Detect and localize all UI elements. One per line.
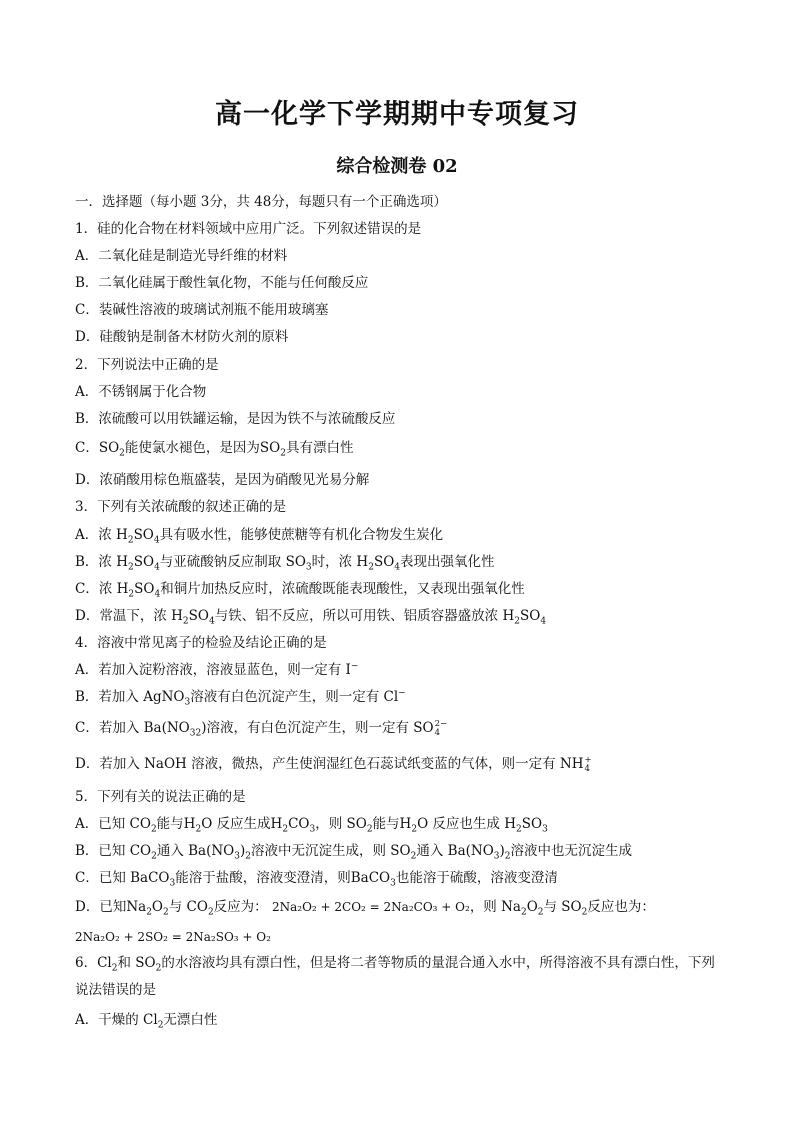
equation-co2: 2Na₂O₂ + 2CO₂ = 2Na₂CO₃ + O₂	[271, 900, 470, 914]
question-3-option-c: C．浓 $H_2SO_4$和铜片加热反应时，浓硫酸既能表现酸性，又表现出强氧化性	[75, 581, 525, 600]
question-3-option-d: D．常温下，浓 $H_2SO_4$与铁、铝不反应，所以可用铁、铝质容器盛放浓 $H_2SO_4$	[75, 608, 547, 627]
question-1-stem: 1．硅的化合物在材料领域中应用广泛。下列叙述错误的是	[75, 221, 422, 237]
question-3-option-b: B．浓 $H_2SO_4$与亚硫酸钠反应制取 $SO_3$时，浓 $H_2SO_4$表现出强氧化性	[75, 554, 495, 573]
document-subtitle: 综合检测卷 02	[336, 156, 458, 177]
question-1-option-b: B．二氧化硅属于酸性氧化物，不能与任何酸反应	[75, 275, 369, 291]
question-1-option-d: D．硅酸钠是制备木材防火剂的原料	[75, 329, 289, 345]
question-5-stem: 5．下列有关的说法正确的是	[75, 789, 246, 805]
question-5-option-d: D．已知$Na_2O_2$与 $CO_2$反应为： 2Na₂O₂ + 2CO₂ = 2Na₂CO₃ + O₂，则 $Na_2O_2$与 $SO_2$反应也为：	[75, 899, 655, 918]
question-2-option-a: A．不锈钢属于化合物	[75, 384, 207, 400]
question-4-option-b: B．若加入 AgNO$_3$溶液有白色沉淀产生，则一定有 Cl−	[75, 688, 406, 708]
question-5-option-c: C．已知 BaCO$_3$能溶于盐酸，溶液变澄清，则BaCO$_3$也能溶于硫酸，溶液变澄清	[75, 870, 558, 889]
question-4-option-d: D．若加入 NaOH 溶液，微热，产生使润湿红色石蕊试纸变蓝的气体，则一定有 NH + 4	[75, 754, 592, 774]
question-2-option-b: B．浓硫酸可以用铁罐运输，是因为铁不与浓硫酸反应	[75, 411, 396, 427]
question-2-option-d: D．浓硝酸用棕色瓶盛装，是因为硝酸见光易分解	[75, 472, 370, 488]
question-2-option-c: C．$SO_2$能使氯水褪色，是因为$SO_2$具有漂白性	[75, 440, 354, 459]
question-3-stem: 3．下列有关浓硫酸的叙述正确的是	[75, 499, 287, 515]
document-title: 高一化学下学期期中专项复习	[215, 99, 579, 130]
question-6-stem: 6．$Cl_2$和 $SO_2$的水溶液均具有漂白性，但是将二者等物质的量混合通入水中，所得溶液不具有漂白性，下列说法错误的是	[75, 955, 715, 998]
question-4-option-a: A．若加入淀粉溶液，溶液显蓝色，则一定有 I−	[75, 661, 359, 678]
question-4-stem: 4．溶液中常见离子的检验及结论正确的是	[75, 635, 327, 651]
question-1-option-a: A．二氧化硅是制造光导纤维的材料	[75, 248, 288, 264]
equation-so2: 2Na₂O₂ + 2SO₂ = 2Na₂SO₃ + O₂	[75, 930, 271, 944]
question-5-option-a: A．已知 $CO_2$能与$H_2O$ 反应生成$H_2CO_3$，则 $SO_2$能与$H_2O$ 反应也生成 $H_2SO_3$	[75, 816, 548, 835]
question-2-stem: 2．下列说法中正确的是	[75, 357, 219, 373]
question-5-option-b: B．已知 $CO_2$通入 $Ba(NO_3)_2$溶液中无沉淀生成，则 $SO_2$通入 $Ba(NO_3)_2$溶液中也无沉淀生成	[75, 843, 633, 862]
question-3-option-a: A．浓 $H_2SO_4$具有吸水性，能够使蔗糖等有机化合物发生炭化	[75, 527, 444, 546]
question-4-option-c: C．若加入 $Ba(NO_{32})$溶液，有白色沉淀产生，则一定有 SO 2− 4	[75, 718, 448, 739]
question-1-option-c: C．装碱性溶液的玻璃试剂瓶不能用玻璃塞	[75, 302, 329, 318]
question-6-option-a: A．干燥的 $Cl_2$无漂白性	[75, 1012, 218, 1031]
section-heading: 一．选择题（每小题 3分，共 48分，每题只有一个正确选项）	[75, 194, 447, 210]
